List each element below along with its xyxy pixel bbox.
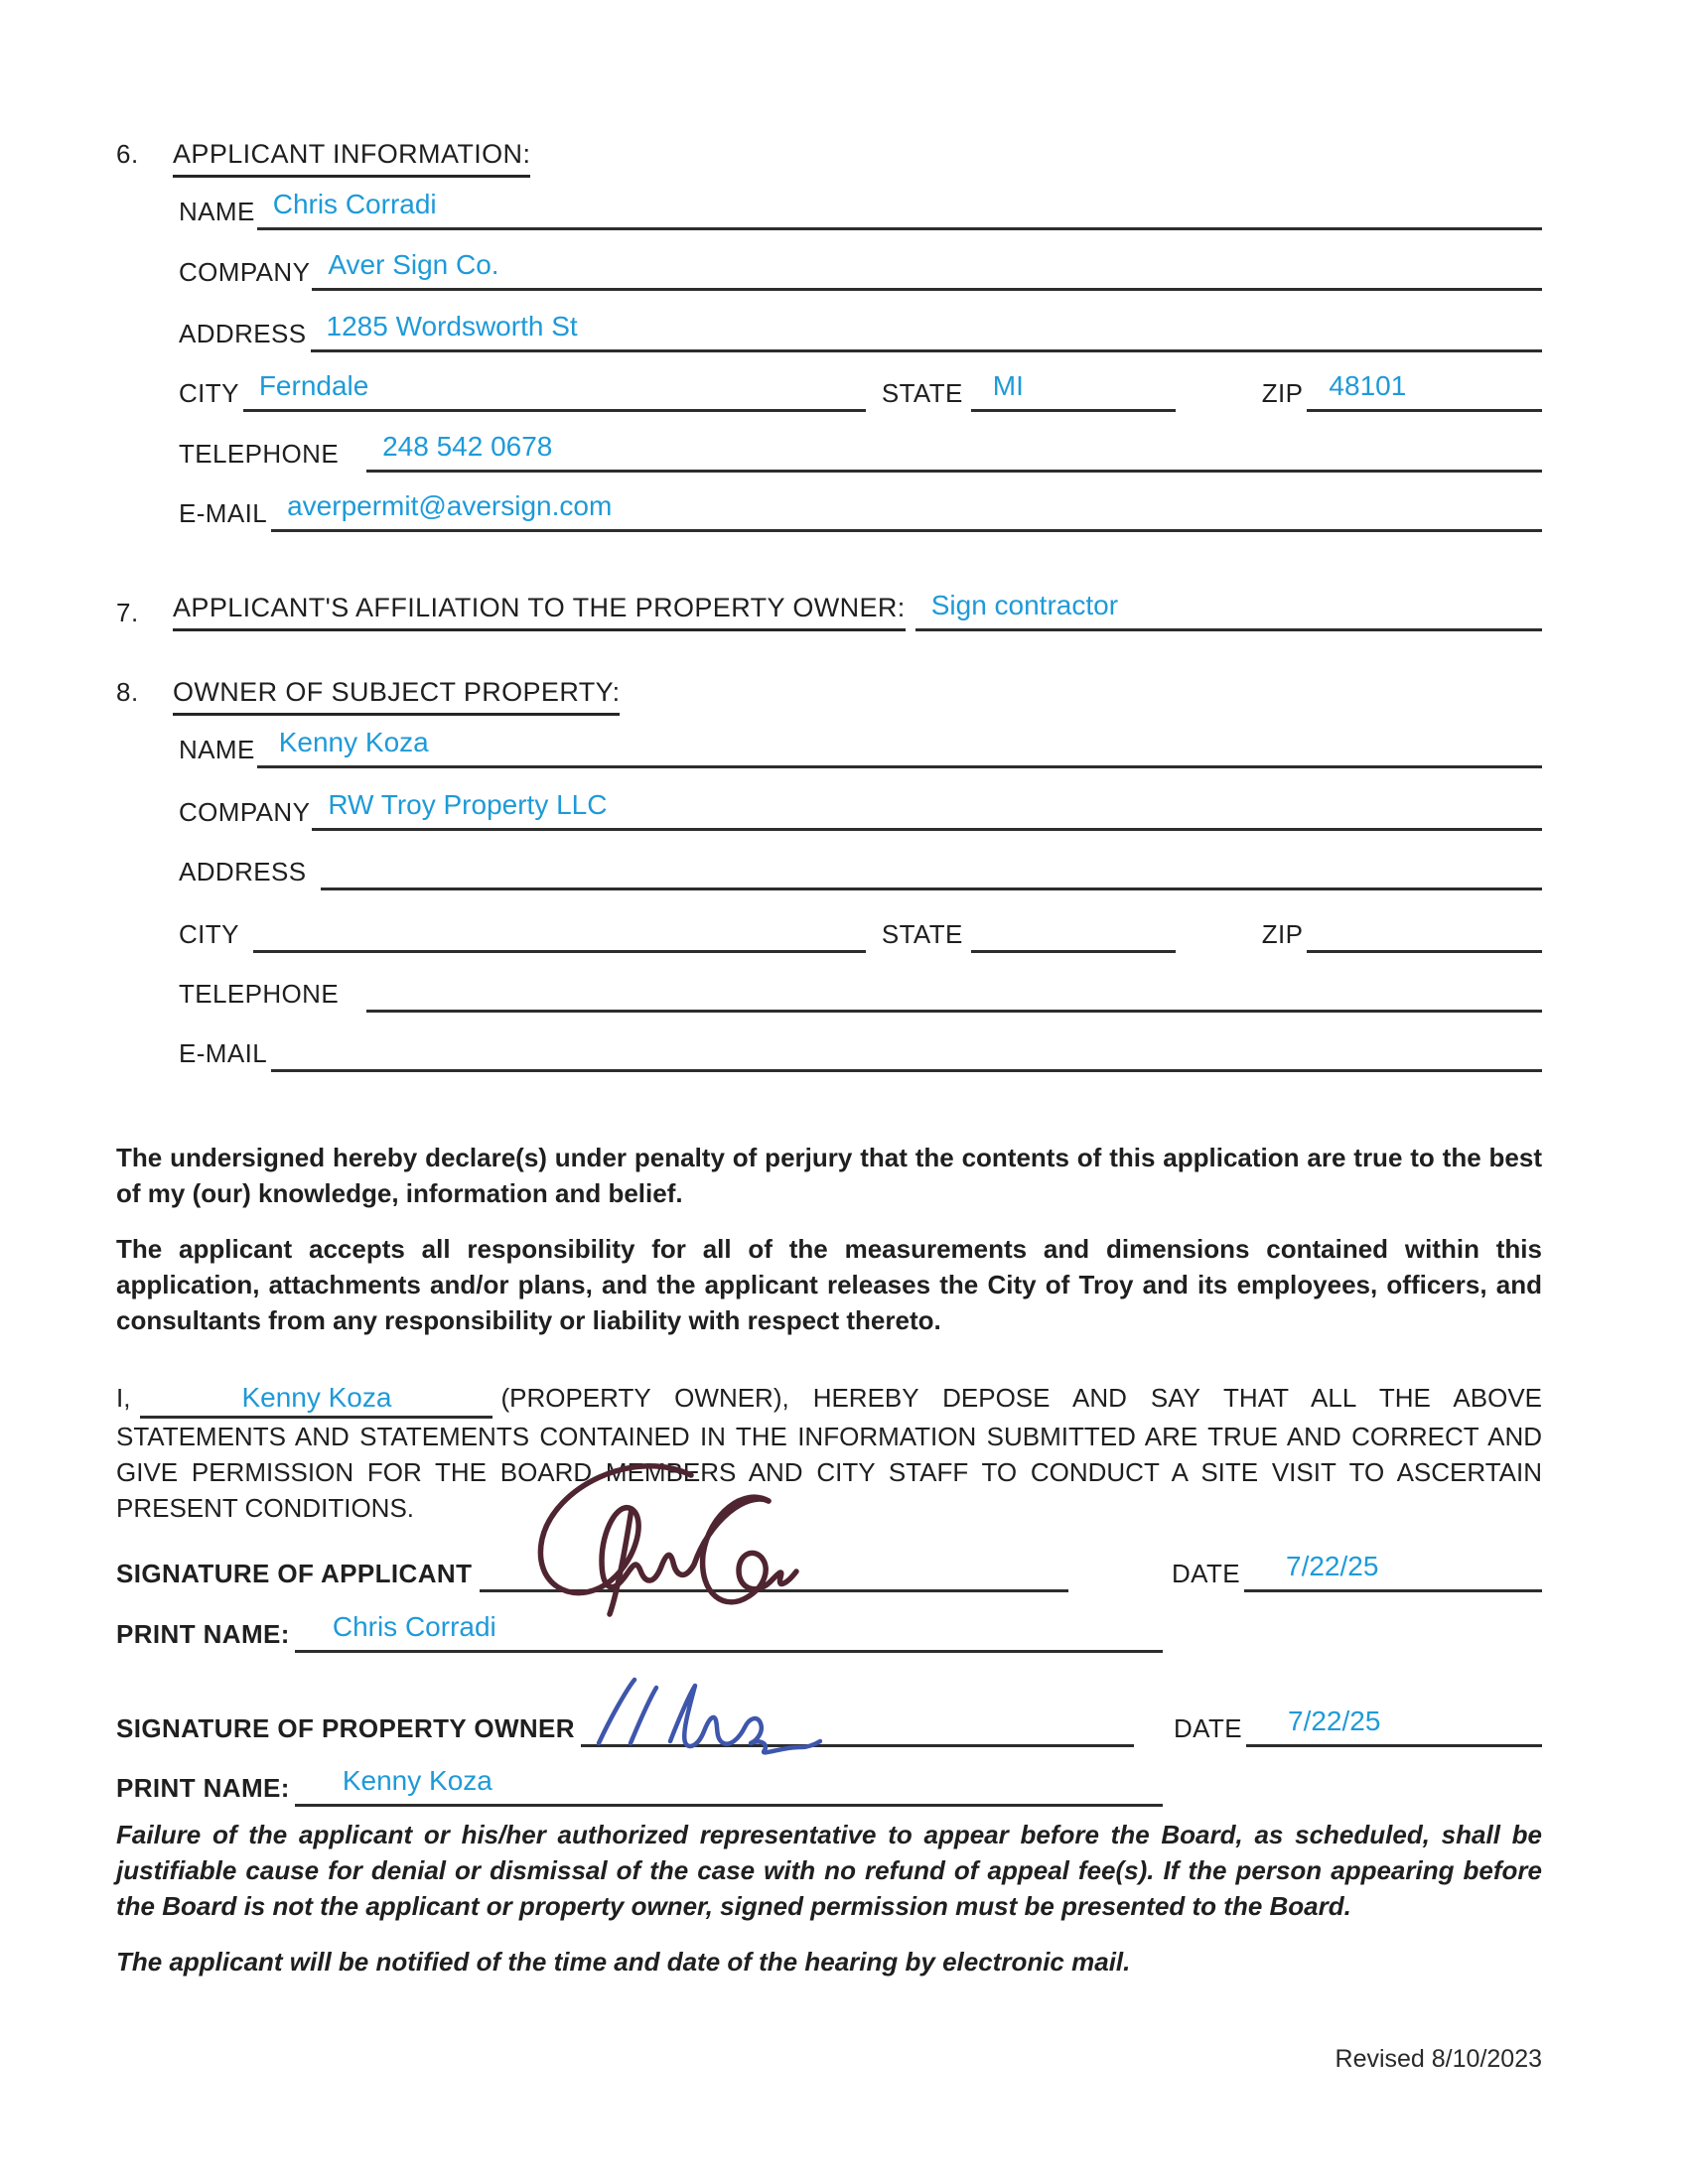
owner-name-row (179, 727, 1542, 768)
owner-signature-line (581, 1703, 1134, 1747)
footer-warning-paragraph: Failure of the applicant or his/her authorized representative to appear before the Board, as scheduled, shall be justifiable cause for denial or dismissal of the case with no refund of appeal fee(s). If the person appearing before the Board is not the applicant or property owner, signed permission must be presented to the Board. (116, 1820, 1542, 1921)
owner-date-line (1246, 1703, 1542, 1747)
owner-date-value: 7/22/25 (1288, 1706, 1381, 1736)
applicant-email-value: averpermit@aversign.com (287, 490, 613, 521)
applicant-state-field-line (971, 367, 1176, 412)
applicant-signature-row (116, 1551, 1542, 1592)
applicant-city-state-zip-row (179, 370, 1542, 412)
owner-city-label: CITY (179, 919, 239, 949)
declaration-paragraph-2: The applicant accepts all responsibility for all of the measurements and dimensions contained within this application, attachments and/or plans, and the applicant releases the City of Troy and its employees, officers, and consultants from any responsibility or liability with respect thereto. (116, 1234, 1542, 1335)
applicant-telephone-label: TELEPHONE (179, 439, 340, 469)
owner-state-label: STATE (881, 919, 963, 949)
applicant-city-value: Ferndale (258, 370, 369, 401)
section-6-heading (116, 139, 530, 178)
applicant-name-row (179, 189, 1542, 230)
applicant-company-label: COMPANY (179, 257, 311, 287)
section-6-number: 6. (116, 139, 139, 169)
owner-name-field-line (257, 724, 1542, 768)
applicant-print-name-line (295, 1608, 1163, 1653)
owner-state-field-line (971, 908, 1176, 953)
owner-print-name-line (295, 1762, 1163, 1807)
section-7-row (116, 590, 1542, 631)
applicant-name-value: Chris Corradi (272, 189, 437, 219)
owner-address-row (179, 849, 1542, 890)
section-7-number: 7. (116, 598, 139, 627)
applicant-name-label: NAME (179, 197, 255, 226)
applicant-address-row (179, 311, 1542, 352)
owner-signature-label: SIGNATURE OF PROPERTY OWNER (116, 1713, 575, 1743)
affiliation-value: Sign contractor (930, 590, 1119, 620)
applicant-address-label: ADDRESS (179, 319, 307, 348)
applicant-print-name-value: Chris Corradi (332, 1611, 496, 1642)
owner-company-value: RW Troy Property LLC (328, 789, 608, 820)
owner-print-name-row (116, 1765, 1163, 1807)
applicant-email-row (179, 490, 1542, 532)
owner-city-state-zip-row (179, 911, 1542, 953)
owner-address-label: ADDRESS (179, 857, 307, 887)
owner-telephone-row (179, 971, 1542, 1013)
applicant-signature-label: SIGNATURE OF APPLICANT (116, 1559, 473, 1588)
owner-email-row (179, 1030, 1542, 1072)
applicant-date-line (1244, 1548, 1542, 1592)
owner-telephone-field-line (366, 968, 1542, 1013)
affiliation-field-line (915, 587, 1542, 631)
applicant-date-value: 7/22/25 (1286, 1551, 1379, 1581)
applicant-telephone-row (179, 431, 1542, 473)
applicant-zip-value: 48101 (1329, 370, 1407, 401)
owner-telephone-label: TELEPHONE (179, 979, 340, 1009)
owner-company-label: COMPANY (179, 797, 311, 827)
owner-email-label: E-MAIL (179, 1038, 268, 1068)
owner-zip-label: ZIP (1261, 919, 1304, 949)
depose-body: (PROPERTY OWNER), HEREBY DEPOSE AND SAY THAT ALL THE ABOVE STATEMENTS AND STATEMENTS CONTAINED IN THE INFORMATION SUBMITTED ARE TRUE AND CORRECT AND GIVE PERMISSION FOR THE BOARD MEMBERS AND CITY STAFF TO CONDUCT A SITE VISIT TO ASCERTAIN PRESENT CONDITIONS. (116, 1383, 1542, 1523)
owner-city-field-line (253, 908, 866, 953)
applicant-telephone-field-line (366, 428, 1542, 473)
section-7-title: APPLICANT'S AFFILIATION TO THE PROPERTY OWNER: (173, 593, 906, 631)
declaration-paragraph-1: The undersigned hereby declare(s) under penalty of perjury that the contents of this application are true to the best of my (our) knowledge, information and belief. (116, 1143, 1542, 1208)
applicant-company-field-line (312, 246, 1542, 291)
applicant-date-label: DATE (1171, 1559, 1240, 1588)
owner-print-name-value: Kenny Koza (342, 1765, 492, 1796)
owner-signature-row (116, 1706, 1542, 1747)
owner-email-field-line (271, 1027, 1542, 1072)
depose-paragraph (116, 1380, 1542, 1526)
applicant-telephone-value: 248 542 0678 (382, 431, 553, 462)
applicant-city-field-line (243, 367, 866, 412)
footer-notice-paragraph: The applicant will be notified of the time and date of the hearing by electronic mail. (116, 1947, 1131, 1977)
owner-print-name-label: PRINT NAME: (116, 1773, 290, 1803)
applicant-email-field-line (271, 487, 1542, 532)
applicant-print-name-label: PRINT NAME: (116, 1619, 290, 1649)
applicant-name-field-line (257, 186, 1542, 230)
owner-date-label: DATE (1173, 1713, 1242, 1743)
depose-owner-name-blank: Kenny Koza (140, 1380, 492, 1419)
applicant-city-label: CITY (179, 378, 239, 408)
depose-prefix: I, (116, 1383, 131, 1413)
applicant-zip-label: ZIP (1261, 378, 1304, 408)
applicant-email-label: E-MAIL (179, 498, 268, 528)
section-6-title: APPLICANT INFORMATION: (173, 139, 530, 178)
revised-date-note: Revised 8/10/2023 (1335, 2045, 1542, 2073)
owner-company-row (179, 789, 1542, 831)
owner-address-field-line (321, 846, 1543, 890)
owner-name-value: Kenny Koza (278, 727, 429, 757)
applicant-address-field-line (311, 308, 1543, 352)
applicant-company-value: Aver Sign Co. (328, 249, 499, 280)
owner-name-label: NAME (179, 735, 255, 764)
applicant-address-value: 1285 Wordsworth St (326, 311, 578, 341)
owner-company-field-line (312, 786, 1542, 831)
applicant-print-name-row (116, 1611, 1163, 1653)
section-8-heading (116, 677, 620, 716)
owner-zip-field-line (1307, 908, 1542, 953)
applicant-state-value: MI (992, 370, 1024, 401)
section-8-title: OWNER OF SUBJECT PROPERTY: (173, 677, 620, 716)
applicant-signature-line (480, 1548, 1068, 1592)
applicant-state-label: STATE (881, 378, 963, 408)
applicant-zip-field-line (1307, 367, 1542, 412)
section-8-number: 8. (116, 677, 139, 707)
applicant-company-row (179, 249, 1542, 291)
